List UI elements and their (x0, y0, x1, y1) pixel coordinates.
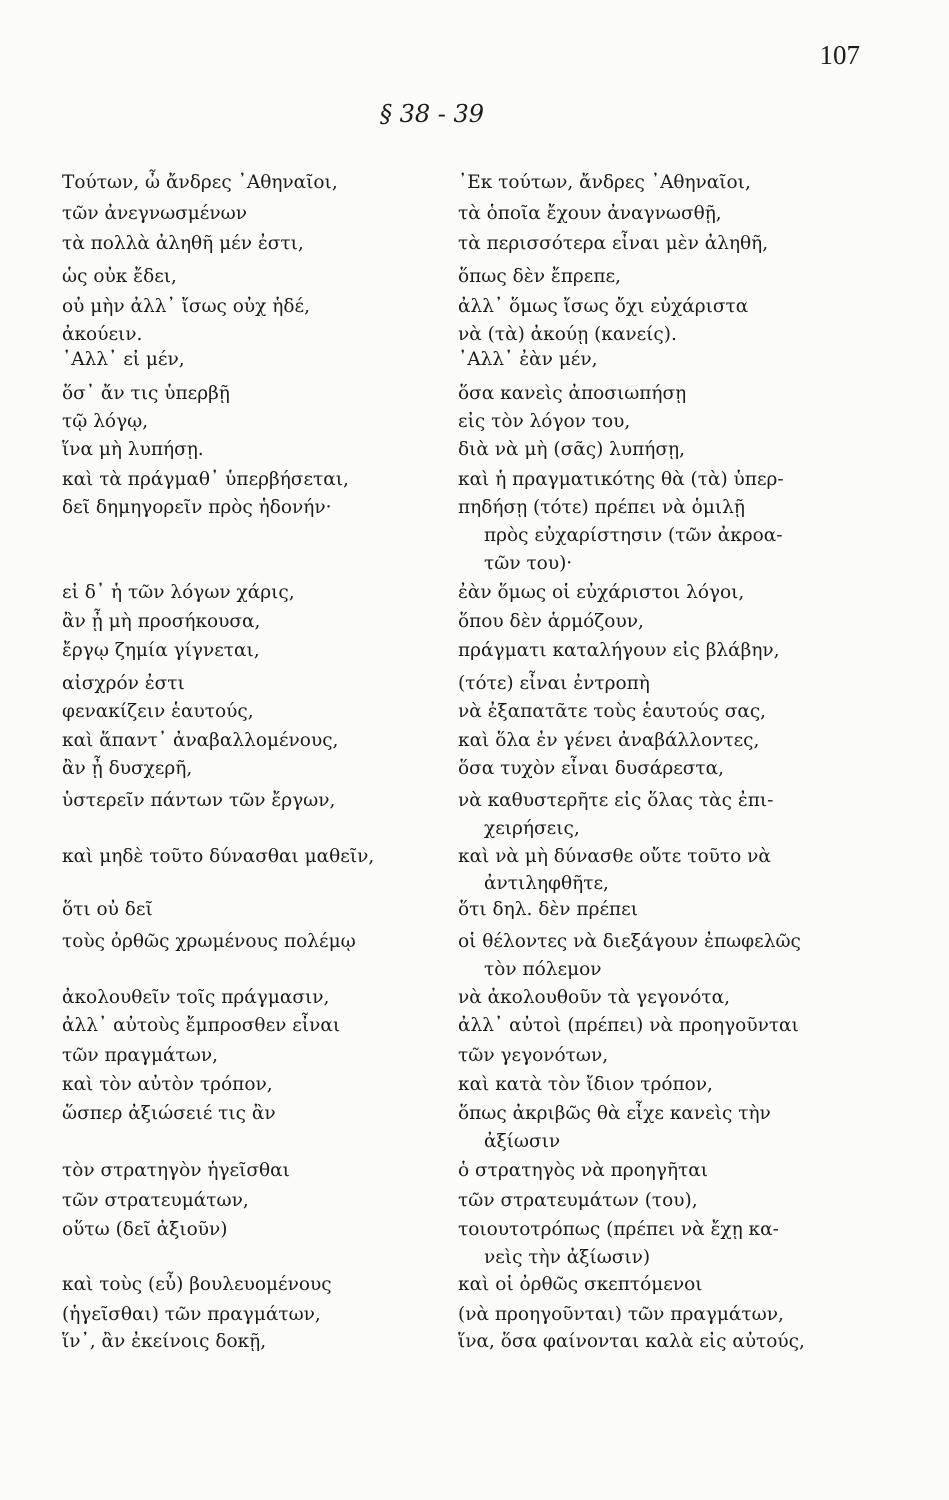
text-line: ὑστερεῖν πάντων τῶν ἔργων, (62, 790, 336, 811)
text-line: ὡς οὐκ ἔδει, (62, 266, 177, 287)
text-line: καὶ κατὰ τὸν ἴδιον τρόπον, (458, 1074, 713, 1095)
text-line: ἀλλ᾿ αὐτοὶ (πρέπει) νὰ προηγοῦνται (458, 1015, 799, 1036)
text-line: ὅπως ἀκριβῶς θὰ εἶχε κανεὶς τὴν (458, 1103, 771, 1124)
text-line: ἵνα μὴ λυπήσῃ. (62, 439, 204, 460)
text-line: Τούτων, ὦ ἄνδρες ᾿Αθηναῖοι, (62, 172, 338, 193)
text-line: εἰ δ᾿ ἡ τῶν λόγων χάρις, (62, 582, 295, 603)
text-line: τῶν του)· (484, 553, 573, 574)
text-line: ᾿Αλλ᾿ εἰ μέν, (62, 349, 185, 370)
text-line: ὅσα τυχὸν εἶναι δυσάρεστα, (458, 758, 725, 779)
text-line: νὰ (τὰ) ἀκούῃ (κανείς). (458, 324, 677, 345)
text-line: (τότε) εἶναι ἐντροπὴ (458, 673, 650, 694)
text-line: φενακίζειν ἑαυτούς, (62, 701, 254, 722)
text-line: ὅπου δὲν ἁρμόζουν, (458, 611, 644, 632)
text-line: τῶν ἀνεγνωσμένων (62, 203, 247, 224)
text-line: νὰ καθυστερῆτε εἰς ὅλας τὰς ἐπι- (458, 790, 774, 811)
text-line: πράγματι καταλήγουν εἰς βλάβην, (458, 640, 780, 661)
text-line: δεῖ δημηγορεῖν πρὸς ἡδονήν· (62, 497, 332, 518)
text-line: καὶ τὰ πράγμαθ᾿ ὑπερβήσεται, (62, 469, 349, 490)
text-line: καὶ ἅπαντ᾿ ἀναβαλλομένους, (62, 730, 339, 751)
text-line: νὰ ἐξαπατᾶτε τοὺς ἑαυτούς σας, (458, 701, 767, 722)
text-line: τῶν στρατευμάτων, (62, 1190, 249, 1211)
text-line: νὰ ἀκολουθοῦν τὰ γεγονότα, (458, 987, 731, 1008)
text-line: τὸν στρατηγὸν ἡγεῖσθαι (62, 1160, 290, 1181)
text-line: χειρήσεις, (484, 818, 580, 839)
text-line: τῶν στρατευμάτων (του), (458, 1190, 698, 1211)
text-line: τοιουτοτρόπως (πρέπει νὰ ἔχῃ κα- (458, 1219, 779, 1240)
text-line: ἔργῳ ζημία γίγνεται, (62, 640, 260, 661)
text-line: πηδήσῃ (τότε) πρέπει νὰ ὁμιλῇ (458, 497, 745, 518)
text-line: ὅσ᾿ ἄν τις ὑπερβῇ (62, 383, 230, 404)
text-line: ὅτι οὐ δεῖ (62, 899, 153, 920)
text-line: εἰς τὸν λόγον του, (458, 411, 631, 432)
text-line: ἀκολουθεῖν τοῖς πράγμασιν, (62, 987, 330, 1008)
text-line: καὶ τὸν αὐτὸν τρόπον, (62, 1074, 273, 1095)
text-line: ὅσα κανεὶς ἀποσιωπήσῃ (458, 383, 687, 404)
text-line: ἂν ᾖ μὴ προσήκουσα, (62, 611, 261, 632)
text-line: ἀλλ᾿ αὐτοὺς ἔμπροσθεν εἶναι (62, 1015, 341, 1036)
text-line: οὐ μὴν ἀλλ᾿ ἴσως οὐχ ἡδέ, (62, 296, 310, 317)
text-line: (ἡγεῖσθαι) τῶν πραγμάτων, (62, 1304, 321, 1325)
text-line: ἵν᾿, ἂν ἐκείνοις δοκῇ, (62, 1331, 267, 1352)
text-line: καὶ ὅλα ἐν γένει ἀναβάλλοντες, (458, 730, 760, 751)
text-line: τοὺς ὀρθῶς χρωμένους πολέμῳ (62, 931, 356, 952)
text-line: ᾿Εκ τούτων, ἄνδρες ᾿Αθηναῖοι, (458, 172, 751, 193)
text-line: ὥσπερ ἀξιώσειέ τις ἂν (62, 1103, 276, 1124)
text-line: ἀκούειν. (62, 324, 143, 345)
page-number: 107 (819, 40, 860, 70)
text-line: πρὸς εὐχαρίστησιν (τῶν ἀκροα- (484, 525, 783, 546)
text-line: διὰ νὰ μὴ (σᾶς) λυπήσῃ, (458, 439, 685, 460)
text-line: τὰ πολλὰ ἀληθῆ μέν ἐστι, (62, 233, 304, 254)
text-line: καὶ μηδὲ τοῦτο δύνασθαι μαθεῖν, (62, 846, 375, 867)
text-line: τῷ λόγῳ, (62, 411, 149, 432)
text-line: ὅτι δηλ. δὲν πρέπει (458, 899, 639, 920)
text-line: τὰ ὁποῖα ἔχουν ἀναγνωσθῇ, (458, 203, 722, 224)
text-line: ᾿Αλλ᾿ ἐὰν μέν, (458, 349, 598, 370)
text-line: ἐὰν ὅμως οἱ εὐχάριστοι λόγοι, (458, 582, 745, 603)
text-line: οἱ θέλοντες νὰ διεξάγουν ἐπωφελῶς (458, 931, 801, 952)
text-line: καὶ νὰ μὴ δύνασθε οὔτε τοῦτο νὰ (458, 846, 771, 867)
text-line: ὁ στρατηγὸς νὰ προηγῆται (458, 1160, 709, 1181)
text-line: ἀντιληφθῆτε, (484, 873, 609, 894)
text-line: καὶ οἱ ὀρθῶς σκεπτόμενοι (458, 1274, 703, 1295)
text-line: ἀλλ᾿ ὅμως ἴσως ὄχι εὐχάριστα (458, 296, 749, 317)
text-line: τῶν γεγονότων, (458, 1045, 609, 1066)
text-line: καὶ τοὺς (εὖ) βουλευομένους (62, 1274, 332, 1295)
text-line: τὸν πόλεμον (484, 959, 602, 980)
text-line: τὰ περισσότερα εἶναι μὲν ἀληθῆ, (458, 233, 769, 254)
text-line: ἂν ᾖ δυσχερῆ, (62, 758, 193, 779)
text-line: (νὰ προηγοῦνται) τῶν πραγμάτων, (458, 1304, 784, 1325)
text-line: ὅπως δὲν ἔπρεπε, (458, 266, 621, 287)
text-line: ἀξίωσιν (484, 1131, 561, 1152)
text-line: νεὶς τὴν ἀξίωσιν) (484, 1247, 651, 1268)
text-line: αἰσχρόν ἐστι (62, 673, 185, 694)
text-line: τῶν πραγμάτων, (62, 1045, 218, 1066)
section-header: § 38 - 39 (380, 100, 485, 128)
text-line: ἵνα, ὅσα φαίνονται καλὰ εἰς αὐτούς, (458, 1331, 805, 1352)
text-line: οὕτω (δεῖ ἀξιοῦν) (62, 1219, 228, 1240)
text-line: καὶ ἡ πραγματικότης θὰ (τὰ) ὑπερ- (458, 469, 784, 490)
